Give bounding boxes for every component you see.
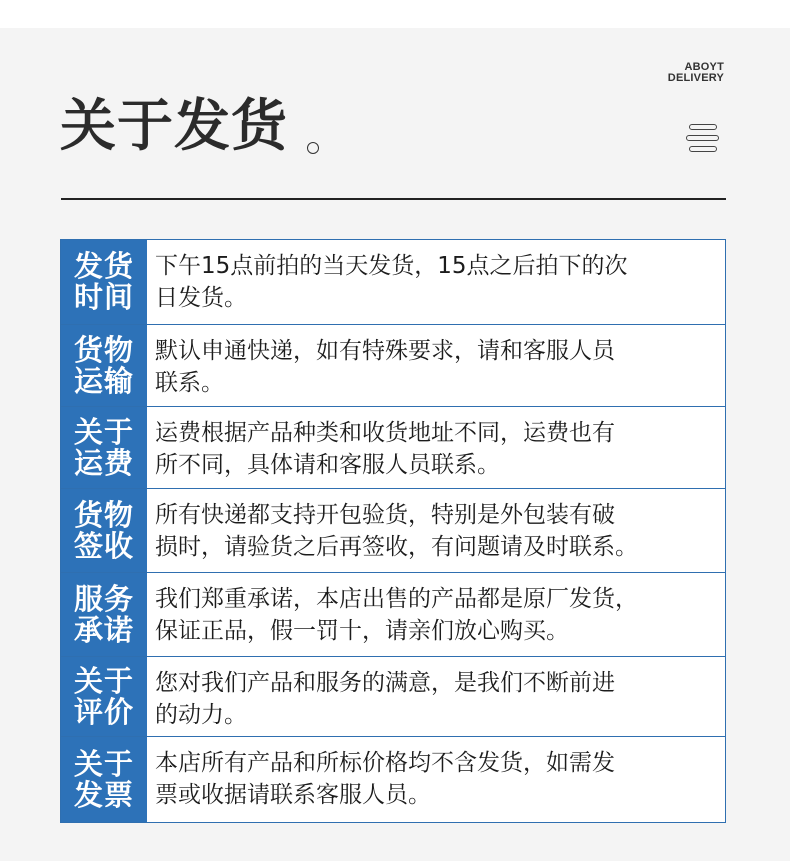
row-label-bottom: 运费 <box>73 445 134 480</box>
row-label-top: 关于 <box>73 746 134 781</box>
row-label-top: 关于 <box>73 663 134 698</box>
row-text-line1: 运费根据产品种类和收货地址不同，运费也有 <box>155 420 615 446</box>
menu-lines-icon[interactable] <box>686 124 720 156</box>
row-label-bottom: 时间 <box>73 280 134 314</box>
row-label <box>61 657 147 736</box>
row-label <box>61 737 147 822</box>
row-text-line2: 损时，请验货之后再签收，有问题请及时联系。 <box>155 534 638 560</box>
row-label-bottom: 签收 <box>73 528 134 563</box>
row-text <box>147 407 725 488</box>
english-tag-line2: DELIVERY <box>667 72 724 84</box>
delivery-info-table <box>60 239 726 823</box>
page-title: 关于发货 <box>60 94 288 159</box>
row-text-line1: 所有快递都支持开包验货，特别是外包装有破 <box>155 502 615 528</box>
row-label-bottom: 发票 <box>73 777 134 812</box>
table-row <box>61 324 725 406</box>
row-text-line2: 所不同，具体请和客服人员联系。 <box>155 452 500 478</box>
english-tag <box>668 62 724 84</box>
row-text <box>147 489 725 572</box>
row-text-line1: 默认申通快递，如有特殊要求，请和客服人员 <box>155 338 615 364</box>
table-row <box>61 406 725 488</box>
row-label-top: 货物 <box>73 332 134 367</box>
row-text-line2: 日发货。 <box>155 285 247 311</box>
row-label-bottom: 评价 <box>73 694 134 729</box>
row-label-bottom: 承诺 <box>73 612 134 647</box>
row-text-line2: 联系。 <box>155 370 224 396</box>
table-row <box>61 240 725 324</box>
row-label-top: 发货 <box>73 249 134 283</box>
title-dot-icon <box>307 142 319 154</box>
row-text-line1: 我们郑重承诺，本店出售的产品都是原厂发货， <box>155 586 638 612</box>
row-label-top: 服务 <box>73 581 134 616</box>
row-label <box>61 407 147 488</box>
table-row <box>61 736 725 822</box>
english-tag-line1: ABOYT <box>684 61 724 73</box>
row-label <box>61 240 147 324</box>
table-row <box>61 572 725 656</box>
row-text-line2: 票或收据请联系客服人员。 <box>155 782 431 808</box>
row-text <box>147 737 725 822</box>
row-text <box>147 325 725 406</box>
row-text-line1: 您对我们产品和服务的满意，是我们不断前进 <box>155 670 615 696</box>
row-label-bottom: 运输 <box>73 363 134 398</box>
title-divider <box>61 198 726 200</box>
table-row <box>61 656 725 736</box>
row-text <box>147 240 725 324</box>
row-text-line2: 保证正品，假一罚十，请亲们放心购买。 <box>155 618 569 644</box>
row-text-line1: 下午15点前拍的当天发货，15点之后拍下的次 <box>155 253 628 279</box>
row-label-top: 关于 <box>73 414 134 449</box>
row-label <box>61 325 147 406</box>
row-label-top: 货物 <box>73 497 134 532</box>
table-row <box>61 488 725 572</box>
row-text-line1: 本店所有产品和所标价格均不含发货，如需发 <box>155 750 615 776</box>
row-text <box>147 657 725 736</box>
row-label <box>61 573 147 656</box>
row-text <box>147 573 725 656</box>
row-text-line2: 的动力。 <box>155 702 247 728</box>
row-label <box>61 489 147 572</box>
